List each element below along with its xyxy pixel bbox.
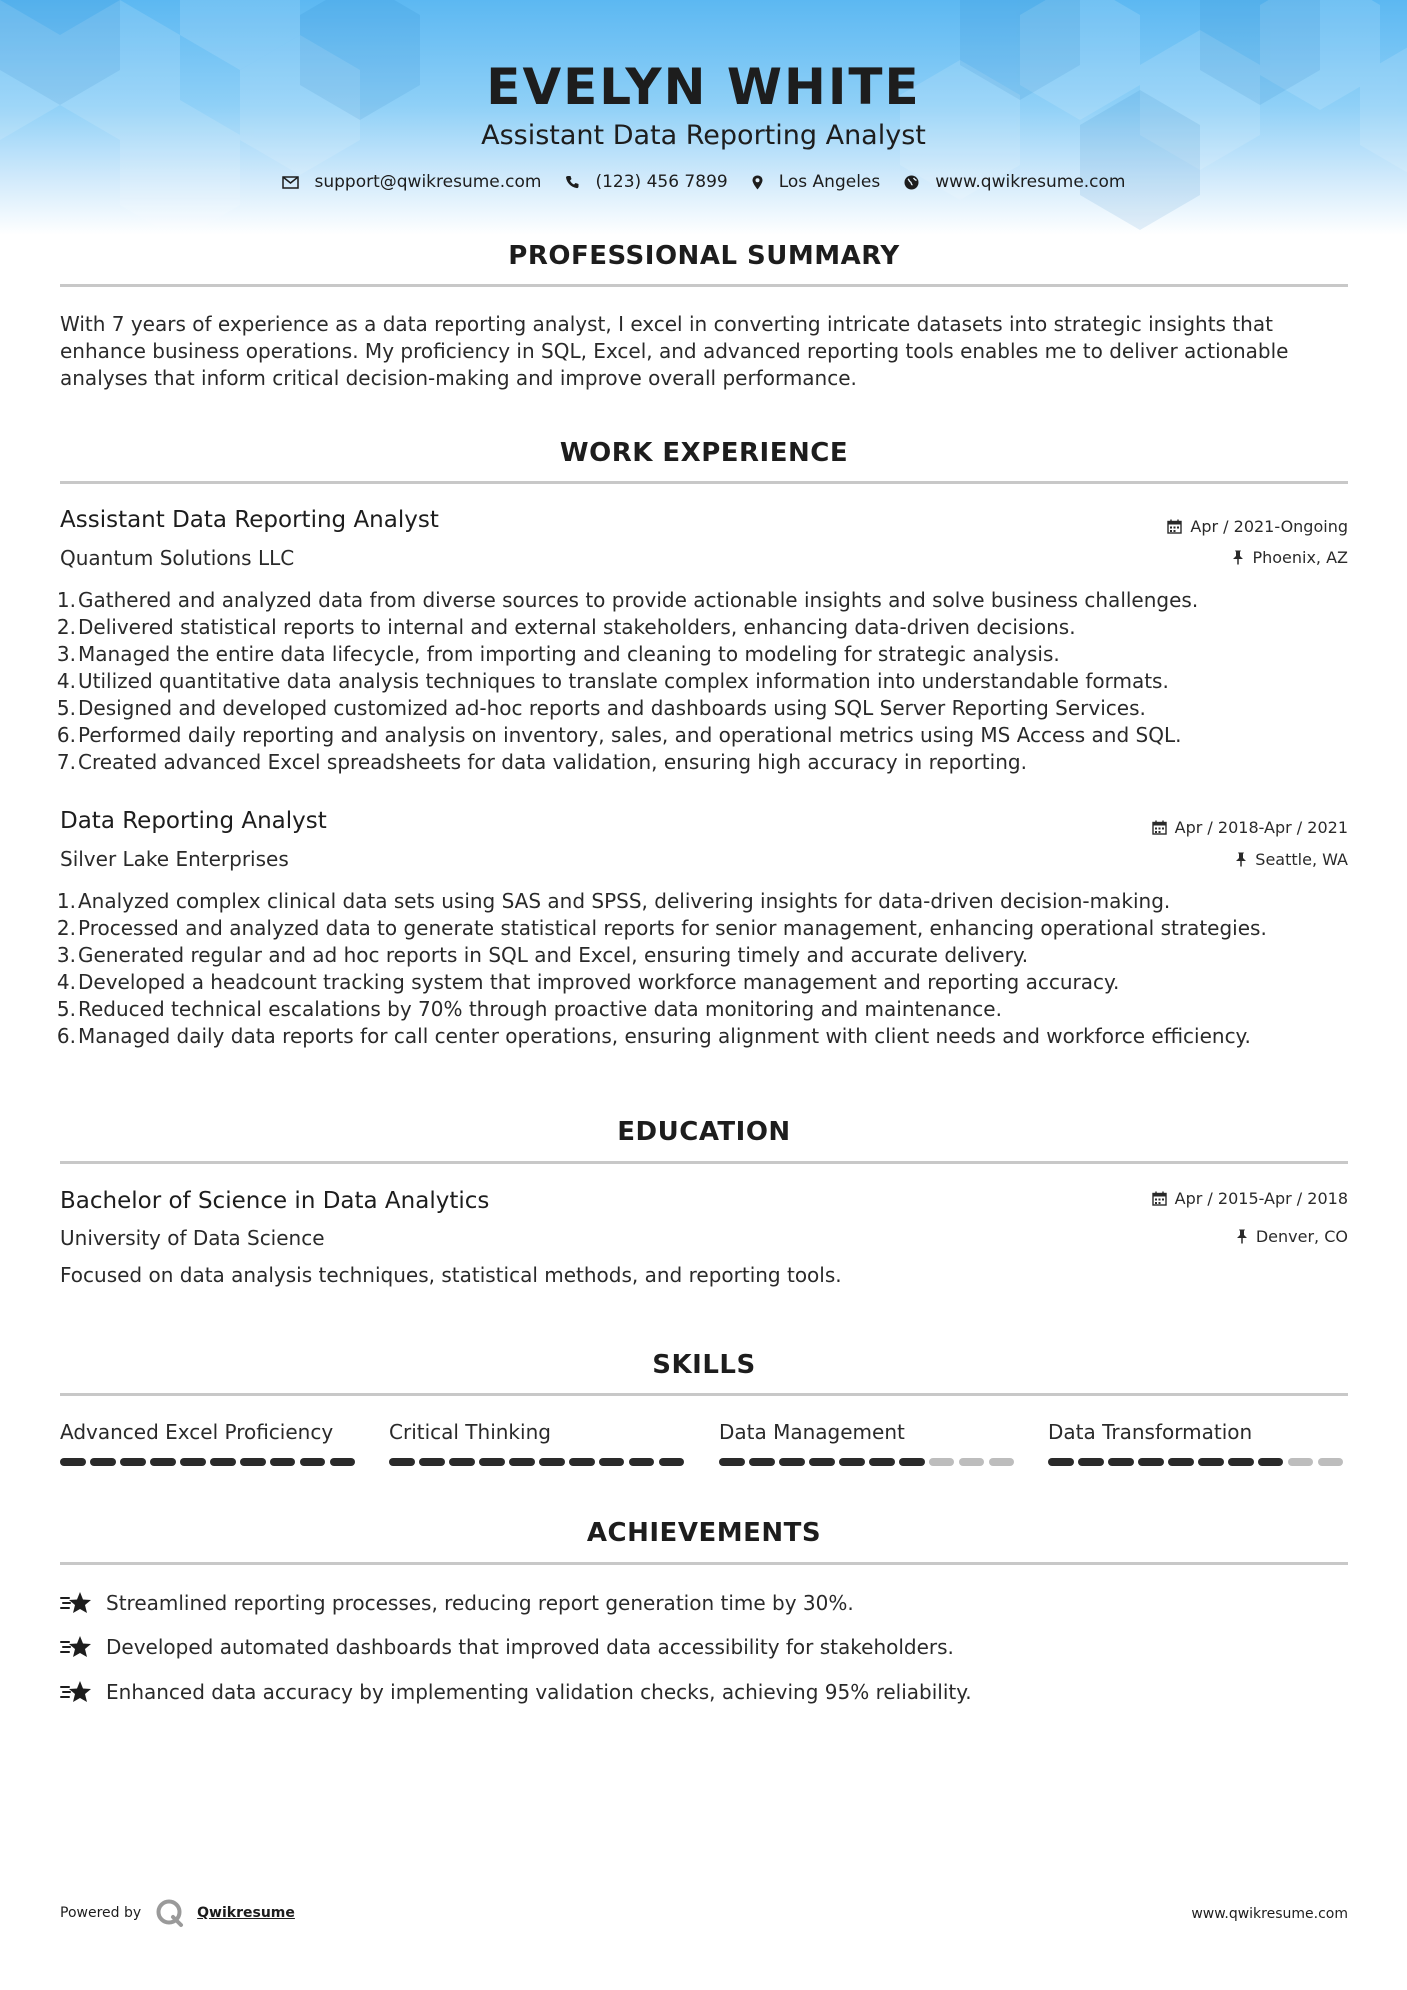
skill-segment-empty [929,1458,955,1466]
skill-segment-filled [779,1458,805,1466]
achievement-item [60,1590,854,1616]
skill-segment-filled [869,1458,895,1466]
achievements-heading: ACHIEVEMENTS [586,1518,822,1548]
achievement-item [60,1634,954,1660]
skill-segment-filled [1228,1458,1254,1466]
summary-text: With 7 years of experience as a data reporting analyst, I excel in converting intricate datasets into strategic insights that enhance business operations. My proficiency in SQL, Excel, and advanced reporting tools enables me to deliver actionable analyses that inform critical decision-making and improve overall performance. [60,312,1289,390]
contact-email-text: support@qwikresume.com [314,172,542,192]
job-responsibilities [56,888,1360,1050]
shooting-star-icon [60,1679,94,1705]
skill-segment-filled [240,1458,266,1466]
candidate-title: Assistant Data Reporting Analyst [481,120,926,151]
skill-segment-filled [449,1458,475,1466]
achievements-divider [60,1562,1348,1565]
education-dates-text: Apr / 2015-Apr / 2018 [1174,1189,1348,1208]
achievement-text: Enhanced data accuracy by implementing validation checks, achieving 95% reliability. [106,1680,972,1704]
job-location [1232,548,1348,567]
skill-segment-filled [60,1458,86,1466]
calendar-icon [1167,519,1182,534]
education-divider [60,1161,1348,1164]
calendar-icon [1152,820,1167,835]
contact-location [752,172,881,192]
skill-segment-filled [1168,1458,1194,1466]
hexagon-pattern-background [0,0,1407,235]
qwikresume-link[interactable]: Qwikresume [197,1905,295,1921]
skill-segment-filled [1138,1458,1164,1466]
degree-title: Bachelor of Science in Data Analytics [60,1188,490,1214]
list-item: 1. Gathered and analyzed data from diverse sources to provide actionable insights and solve business challenges. [56,588,1199,612]
list-item: 2. Processed and analyzed data to generate statistical reports for senior management, enhancing operational strategies. [56,916,1267,940]
skill-segment-filled [330,1458,356,1466]
contact-website-text: www.qwikresume.com [935,172,1126,192]
skills-heading: SKILLS [652,1350,756,1380]
experience-heading: WORK EXPERIENCE [559,438,849,468]
skill-segment-filled [659,1458,685,1466]
skill-segment-filled [1108,1458,1134,1466]
skill-level-bar [60,1458,360,1466]
skill-item [719,1420,1019,1466]
job-dates-text: Apr / 2021-Ongoing [1190,517,1348,536]
company-name: Silver Lake Enterprises [60,847,289,871]
achievement-text: Streamlined reporting processes, reducing report generation time by 30%. [106,1591,854,1615]
footer-website[interactable]: www.qwikresume.com [1191,1906,1348,1922]
job-responsibilities [56,587,1360,776]
skill-segment-filled [569,1458,595,1466]
map-marker-icon [752,175,763,190]
job-title: Data Reporting Analyst [60,808,327,834]
achievement-item [60,1679,972,1705]
skill-name: Data Management [719,1420,905,1444]
shooting-star-icon [60,1634,94,1660]
resume-header [0,0,1407,235]
list-item: 3. Generated regular and ad hoc reports in SQL and Excel, ensuring timely and accurate delivery. [56,943,1029,967]
skill-segment-filled [629,1458,655,1466]
skill-name: Advanced Excel Proficiency [60,1420,334,1444]
skill-segment-filled [1048,1458,1074,1466]
candidate-name: EVELYN WHITE [486,58,921,116]
skill-segment-filled [749,1458,775,1466]
education-location-text: Denver, CO [1255,1227,1348,1246]
skill-segment-filled [719,1458,745,1466]
skill-level-bar [719,1458,1019,1466]
company-name: Quantum Solutions LLC [60,546,295,570]
job-dates-text: Apr / 2018-Apr / 2021 [1174,818,1348,837]
skill-segment-empty [989,1458,1015,1466]
skill-segment-filled [539,1458,565,1466]
achievement-text: Developed automated dashboards that improved data accessibility for stakeholders. [106,1635,954,1659]
contact-website[interactable] [904,172,1125,192]
list-item: 5. Designed and developed customized ad-hoc reports and dashboards using SQL Server Reporting Services. [56,696,1146,720]
list-item: 7. Created advanced Excel spreadsheets for data validation, ensuring high accuracy in reporting. [56,750,1027,774]
skill-item [60,1420,360,1466]
skill-segment-filled [1198,1458,1224,1466]
skill-segment-filled [479,1458,505,1466]
list-item: 3. Managed the entire data lifecycle, from importing and cleaning to modeling for strategic analysis. [56,642,1060,666]
skill-segment-filled [899,1458,925,1466]
pushpin-icon [1236,1229,1248,1244]
summary-heading: PROFESSIONAL SUMMARY [508,241,900,271]
skill-segment-filled [509,1458,535,1466]
skill-item [1048,1420,1348,1466]
education-heading: EDUCATION [617,1117,791,1147]
skill-segment-filled [599,1458,625,1466]
skill-segment-filled [270,1458,296,1466]
education-location [1236,1227,1348,1246]
experience-divider [60,481,1348,484]
skill-level-bar [1048,1458,1348,1466]
skill-segment-filled [1258,1458,1284,1466]
list-item: 5. Reduced technical escalations by 70% through proactive data monitoring and maintenance. [56,997,1002,1021]
list-item: 6. Managed daily data reports for call center operations, ensuring alignment with client needs and workforce efficiency. [56,1024,1251,1048]
skill-item [389,1420,689,1466]
skill-segment-filled [120,1458,146,1466]
list-item: 6. Performed daily reporting and analysis on inventory, sales, and operational metrics using MS Access and SQL. [56,723,1182,747]
job-location-text: Phoenix, AZ [1252,548,1348,567]
job-dates [1167,517,1348,536]
contact-location-text: Los Angeles [778,172,881,192]
skill-segment-filled [419,1458,445,1466]
list-item: 1. Analyzed complex clinical data sets using SAS and SPSS, delivering insights for data-driven decision-making. [56,889,1171,913]
skill-name: Critical Thinking [389,1420,551,1444]
phone-icon [565,175,579,189]
skills-divider [60,1393,1348,1396]
envelope-icon [282,176,299,189]
powered-by-label: Powered by [60,1905,142,1921]
job-title: Assistant Data Reporting Analyst [60,507,439,533]
education-dates [1152,1189,1348,1208]
summary-divider [60,284,1348,287]
contact-phone-text: (123) 456 7899 [595,172,728,192]
skill-segment-filled [300,1458,326,1466]
job-dates [1152,818,1348,837]
school-name: University of Data Science [60,1226,325,1250]
pushpin-icon [1232,550,1244,565]
list-item: 4. Developed a headcount tracking system that improved workforce management and reporting accuracy. [56,970,1120,994]
shooting-star-icon [60,1590,94,1616]
qwikresume-logo-icon [155,1898,185,1928]
contact-phone[interactable] [565,172,727,192]
job-location-text: Seattle, WA [1255,850,1348,869]
skill-segment-filled [150,1458,176,1466]
globe-icon [904,175,919,190]
list-item: 2. Delivered statistical reports to internal and external stakeholders, enhancing data-driven decisions. [56,615,1076,639]
education-description: Focused on data analysis techniques, statistical methods, and reporting tools. [60,1263,842,1287]
skill-segment-filled [180,1458,206,1466]
skill-segment-filled [839,1458,865,1466]
contact-email[interactable] [282,172,542,192]
list-item: 4. Utilized quantitative data analysis techniques to translate complex information into understandable formats. [56,669,1169,693]
contact-row [0,172,1407,192]
pushpin-icon [1235,852,1247,867]
skill-segment-filled [1078,1458,1104,1466]
skill-segment-filled [809,1458,835,1466]
skill-segment-empty [959,1458,985,1466]
skill-segment-filled [389,1458,415,1466]
skill-segment-empty [1288,1458,1314,1466]
footer-branding [60,1898,295,1928]
skill-segment-filled [90,1458,116,1466]
skill-segment-empty [1318,1458,1344,1466]
skill-name: Data Transformation [1048,1420,1253,1444]
job-location [1235,850,1348,869]
calendar-icon [1152,1191,1167,1206]
skill-segment-filled [210,1458,236,1466]
skill-level-bar [389,1458,689,1466]
